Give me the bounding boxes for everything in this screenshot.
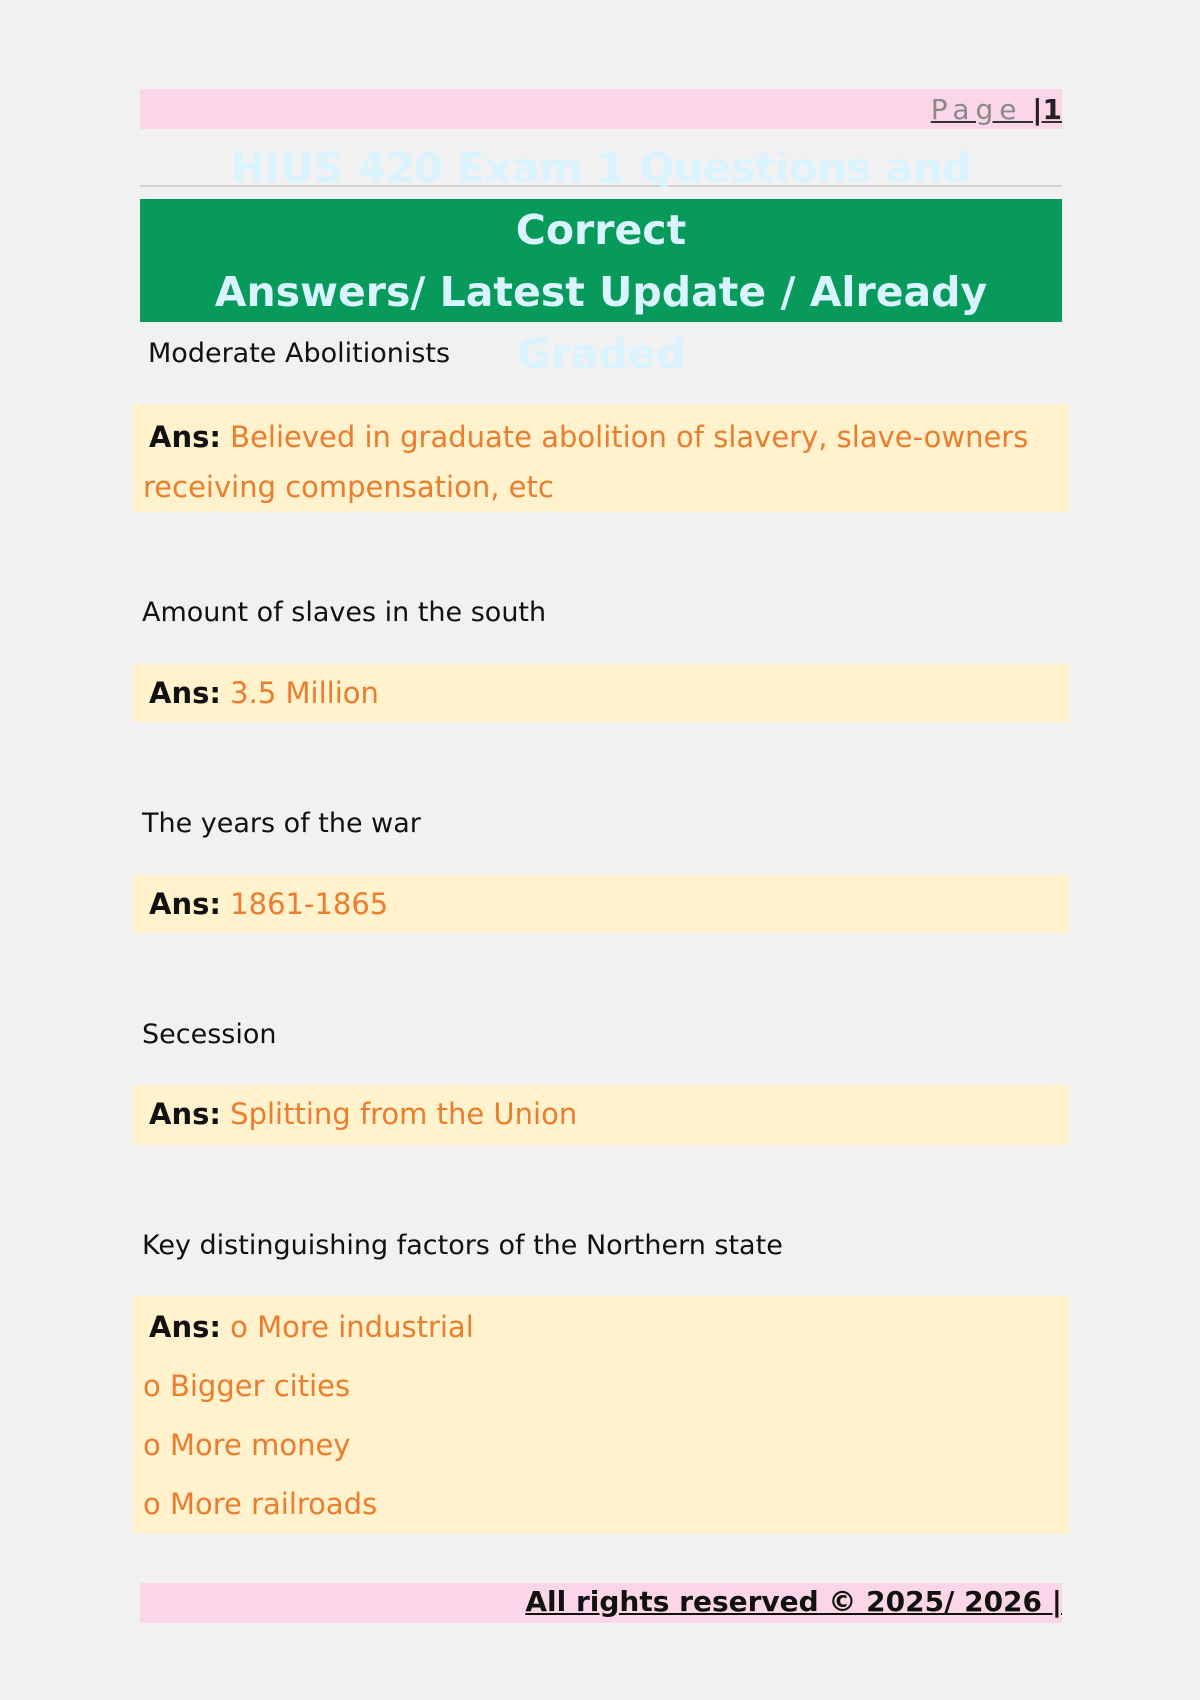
ans-label: Ans: <box>149 1097 221 1131</box>
title-line-1: HIUS 420 Exam 1 Questions and Correct <box>230 143 972 254</box>
question-2: Amount of slaves in the south <box>142 597 547 628</box>
answer-5: Ans: o More industrial o Bigger cities o More money o More railroads <box>133 1296 1069 1534</box>
title-line-2: Answers/ Latest Update / Already Graded <box>214 267 988 378</box>
question-4: Secession <box>142 1019 277 1050</box>
answer-2: Ans: 3.5 Million <box>133 664 1069 722</box>
ans-label: Ans: <box>149 420 221 454</box>
ans-label: Ans: <box>149 887 221 921</box>
footer-band <box>140 1583 1062 1623</box>
ans-label: Ans: <box>149 1310 221 1344</box>
ans-label: Ans: <box>149 676 221 710</box>
answer-4: Ans: Splitting from the Union <box>133 1085 1069 1145</box>
question-5: Key distinguishing factors of the Northern state <box>142 1230 783 1261</box>
question-1: Moderate Abolitionists <box>148 338 451 369</box>
question-3: The years of the war <box>142 808 421 839</box>
header-band <box>140 89 1062 129</box>
answer-3: Ans: 1861-1865 <box>133 875 1069 933</box>
page-number: Page |1 <box>930 93 1062 126</box>
copyright-notice: All rights reserved © 2025/ 2026 | <box>525 1585 1062 1618</box>
answer-1: Ans: Believed in graduate abolition of slavery, slave-owners receiving compensation, etc <box>133 404 1069 512</box>
